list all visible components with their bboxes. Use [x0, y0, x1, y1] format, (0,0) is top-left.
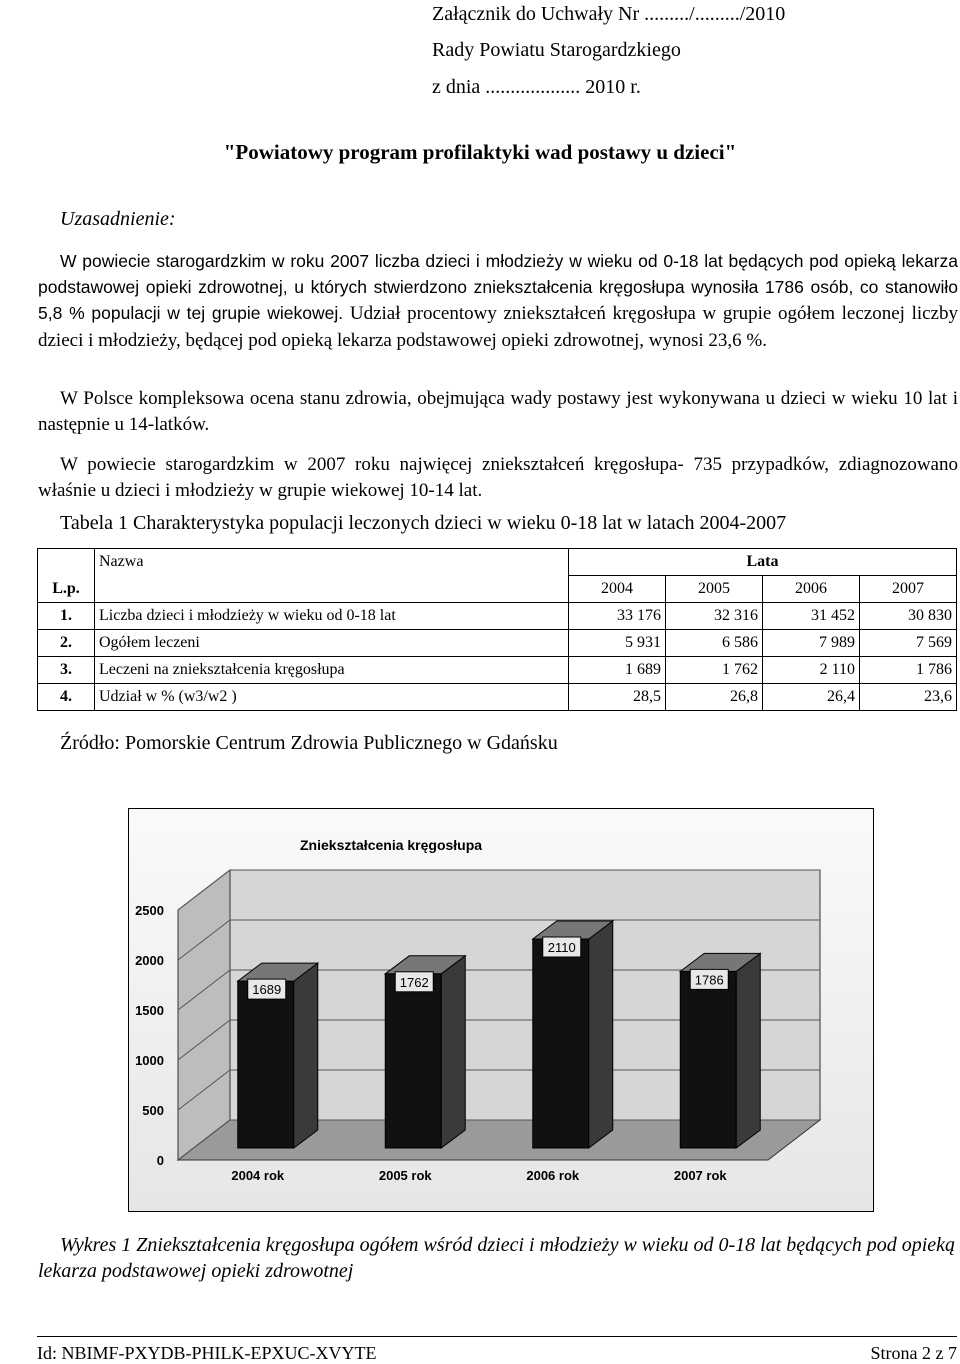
header-years: Lata: [569, 549, 957, 576]
footer-divider: [37, 1336, 957, 1337]
paragraph-1b: Udział procentowy zniekształceń kręgosłupa w grupie ogółem leczonej liczby dzieci i młodzieży, będącej pod opieką lekarza podstawowej opieki zdrowotnej, wynosi 23,6 %.: [38, 303, 958, 351]
cell-value: 23,6: [860, 684, 957, 711]
population-table: [37, 548, 957, 711]
row-label: Ogółem leczeni: [95, 630, 569, 657]
section-label: Uzasadnienie:: [60, 208, 176, 230]
bar: [533, 939, 589, 1148]
cell-value: 1 786: [860, 657, 957, 684]
chart-side-wall: [178, 870, 230, 1160]
bar-chart: [128, 808, 874, 1212]
row-number: 1.: [38, 603, 95, 630]
chart-title: Zniekształcenia kręgosłupa: [300, 837, 483, 853]
cell-value: 1 689: [569, 657, 666, 684]
attachment-line: Załącznik do Uchwały Nr ........./........./2010: [432, 3, 786, 25]
paragraph-1: [38, 248, 958, 354]
year-2007: 2007: [860, 576, 957, 603]
bar-value-label: 1786: [694, 972, 724, 988]
row-label: Liczba dzieci i młodzieży w wieku od 0-18 lat: [95, 603, 569, 630]
cell-value: 28,5: [569, 684, 666, 711]
bar-side: [294, 963, 318, 1148]
bar-value-label: 2110: [547, 940, 576, 955]
year-2006: 2006: [763, 576, 860, 603]
document-title: "Powiatowy program profilaktyki wad postawy u dzieci": [223, 140, 737, 164]
cell-value: 2 110: [763, 657, 860, 684]
bar-side: [441, 956, 465, 1148]
cell-value: 32 316: [666, 603, 763, 630]
date-line: z dnia ................... 2010 r.: [432, 76, 641, 98]
bar-value-label: 1762: [399, 974, 429, 990]
y-tick-label: 500: [142, 1103, 164, 1118]
row-label: Leczeni na zniekształcenia kręgosłupa: [95, 657, 569, 684]
x-category-label: 2007 rok: [673, 1168, 727, 1183]
table-row: [38, 603, 957, 630]
y-tick-label: 2500: [135, 903, 164, 918]
page-number: Strona 2 z 7: [870, 1343, 957, 1363]
year-2004: 2004: [569, 576, 666, 603]
chart-svg: [128, 808, 874, 1212]
y-tick-label: 2000: [135, 953, 164, 968]
cell-value: 1 762: [666, 657, 763, 684]
x-category-label: 2005 rok: [378, 1168, 432, 1183]
cell-value: 31 452: [763, 603, 860, 630]
bar-value-label: 1689: [252, 982, 282, 998]
header-name: Nazwa: [95, 549, 569, 603]
row-number: 4.: [38, 684, 95, 711]
paragraph-1a: W powiecie starogardzkim w roku 2007 liczba dzieci i młodzieży w wieku od 0-18 lat będących pod opieką lekarza podstawowej opieki zdrowotnej, u których stwierdzono zniekształcenia kręgosłupa wynosiła 1786 osób, co stanowiło 5,8 % populacji w tej grupie wiekowej.: [38, 251, 958, 323]
x-category-label: 2006 rok: [526, 1168, 580, 1183]
cell-value: 26,4: [763, 684, 860, 711]
cell-value: 6 586: [666, 630, 763, 657]
chart-caption-text: Wykres 1 Zniekształcenia kręgosłupa ogółem wśród dzieci i młodzieży w wieku od 0-18 lat będących pod opieką lekarza podstawowej opieki zdrowotnej: [38, 1234, 956, 1282]
cell-value: 26,8: [666, 684, 763, 711]
table-source: Źródło: Pomorskie Centrum Zdrowia Publicznego w Gdańsku: [60, 732, 558, 754]
row-number: 3.: [38, 657, 95, 684]
council-line: Rady Powiatu Starogardzkiego: [432, 39, 681, 61]
cell-value: 7 569: [860, 630, 957, 657]
header-lp: L.p.: [38, 549, 95, 603]
cell-value: 7 989: [763, 630, 860, 657]
table-caption: Tabela 1 Charakterystyka populacji leczonych dzieci w wieku 0-18 lat w latach 2004-2007: [60, 512, 787, 534]
table-row: [38, 630, 957, 657]
bar: [238, 981, 294, 1148]
row-label: Udział w % (w3/w2 ): [95, 684, 569, 711]
year-2005: 2005: [666, 576, 763, 603]
chart-caption: [38, 1232, 958, 1284]
table-row: [38, 657, 957, 684]
cell-value: 33 176: [569, 603, 666, 630]
bar: [680, 971, 736, 1148]
bar-side: [736, 953, 760, 1148]
row-number: 2.: [38, 630, 95, 657]
paragraph-3-text: W powiecie starogardzkim w 2007 roku najwięcej zniekształceń kręgosłupa- 735 przypadków, zdiagnozowano właśnie u dzieci i młodzieży w grupie wiekowej 10-14 lat.: [38, 454, 958, 501]
bar-side: [589, 921, 613, 1148]
paragraph-2: [38, 386, 958, 438]
y-tick-label: 1000: [135, 1053, 164, 1068]
table-row: [38, 684, 957, 711]
paragraph-2-text: W Polsce kompleksowa ocena stanu zdrowia, obejmująca wady postawy jest wykonywana u dzieci w wieku 10 lat i następnie u 14-latków.: [38, 388, 958, 435]
cell-value: 30 830: [860, 603, 957, 630]
y-tick-label: 0: [156, 1153, 164, 1168]
y-tick-label: 1500: [135, 1003, 164, 1018]
x-category-label: 2004 rok: [231, 1168, 285, 1183]
document-id: Id: NBIMF-PXYDB-PHILK-EPXUC-XVYTE: [37, 1343, 377, 1363]
cell-value: 5 931: [569, 630, 666, 657]
paragraph-3: [38, 452, 958, 504]
bar: [385, 974, 441, 1148]
